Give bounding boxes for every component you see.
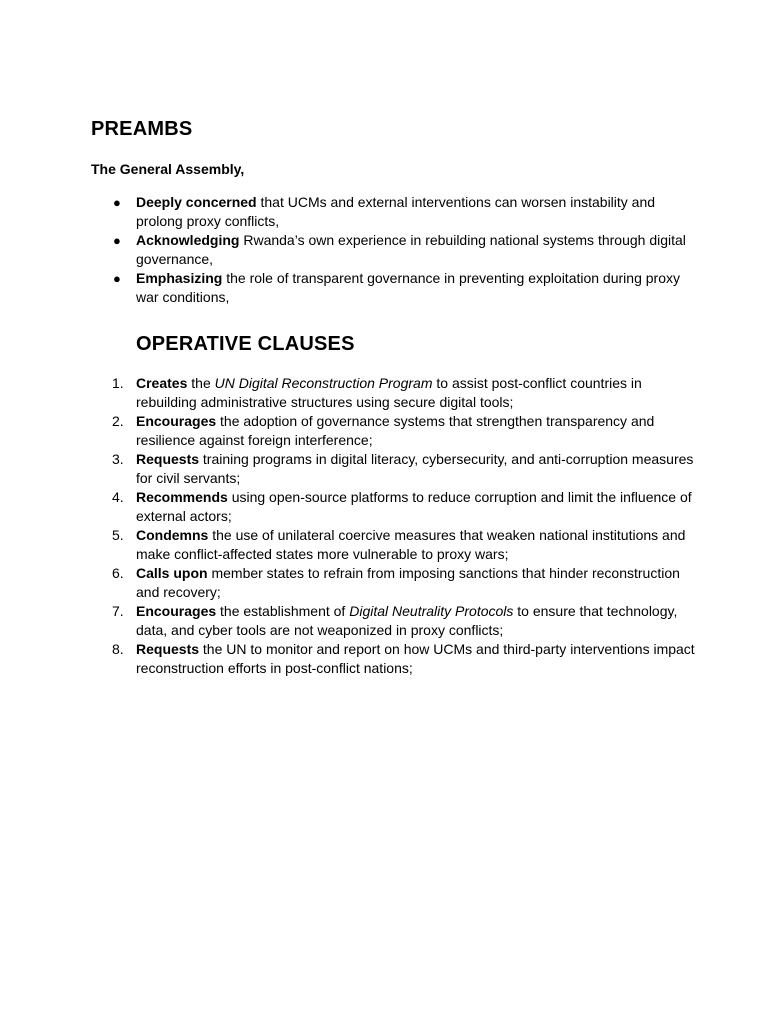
clause-verb: Encourages (136, 413, 217, 429)
clause-text: the adoption of governance systems that strengthen transparency and resilience against foreign interference; (136, 413, 655, 448)
clause-number: 5. (112, 527, 124, 543)
clause-verb: Recommends (136, 489, 228, 505)
preamb-verb: Emphasizing (136, 270, 223, 286)
preamb-item (113, 269, 696, 307)
operative-item (112, 602, 696, 640)
preamb-text: Rwanda’s own experience in rebuilding national systems through digital governance, (136, 232, 686, 267)
preamb-text: the role of transparent governance in preventing exploitation during proxy war conditions, (136, 270, 680, 305)
operative-item (112, 526, 696, 564)
clause-text: the use of unilateral coercive measures that weaken national institutions and make conflict-affected states more vulnerable to proxy wars; (136, 527, 686, 562)
operative-list (112, 374, 696, 678)
clause-number: 6. (112, 565, 124, 581)
clause-text: the (187, 375, 215, 391)
bullet-icon: ● (113, 195, 121, 210)
clause-text: using open-source platforms to reduce corruption and limit the influence of external actors; (136, 489, 692, 524)
preamb-item (113, 231, 696, 269)
operative-item (112, 412, 696, 450)
clause-verb: Condemns (136, 527, 209, 543)
clause-verb: Creates (136, 375, 188, 391)
preamb-list (113, 193, 696, 307)
operative-item (112, 450, 696, 488)
preamb-verb: Acknowledging (136, 232, 240, 248)
clause-number: 2. (112, 413, 124, 429)
preamb-verb: Deeply concerned (136, 194, 257, 210)
clause-italic: UN Digital Reconstruction Program (214, 375, 433, 391)
bullet-icon: ● (113, 233, 121, 248)
clause-text: to ensure that technology, data, and cyber tools are not weaponized in proxy conflicts; (136, 603, 678, 638)
clause-italic: Digital Neutrality Protocols (349, 603, 514, 619)
operative-item (112, 488, 696, 526)
operative-item (112, 374, 696, 412)
clause-text: training programs in digital literacy, cybersecurity, and anti-corruption measures for civil servants; (136, 451, 694, 486)
bullet-icon: ● (113, 271, 121, 286)
clause-number: 3. (112, 451, 124, 467)
clause-text: the UN to monitor and report on how UCMs and third-party interventions impact reconstruction efforts in post-conflict nations; (136, 641, 695, 676)
clause-verb: Encourages (136, 603, 217, 619)
clause-number: 1. (112, 375, 124, 391)
clause-text: to assist post-conflict countries in rebuilding administrative structures using secure digital tools; (136, 375, 642, 410)
operative-heading: OPERATIVE CLAUSES (136, 333, 355, 355)
operative-item (112, 640, 696, 678)
clause-text: the establishment of (216, 603, 350, 619)
clause-verb: Requests (136, 641, 200, 657)
preamb-text: that UCMs and external interventions can worsen instability and prolong proxy conflicts, (136, 194, 656, 229)
operative-item (112, 564, 696, 602)
clause-text: member states to refrain from imposing sanctions that hinder reconstruction and recovery; (136, 565, 680, 600)
preamb-item (113, 193, 696, 231)
clause-number: 8. (112, 641, 124, 657)
clause-verb: Requests (136, 451, 200, 467)
preambs-heading: PREAMBS (91, 118, 193, 140)
clause-verb: Calls upon (136, 565, 208, 581)
clause-number: 4. (112, 489, 124, 505)
subject-line: The General Assembly, (91, 161, 245, 177)
clause-number: 7. (112, 603, 124, 619)
